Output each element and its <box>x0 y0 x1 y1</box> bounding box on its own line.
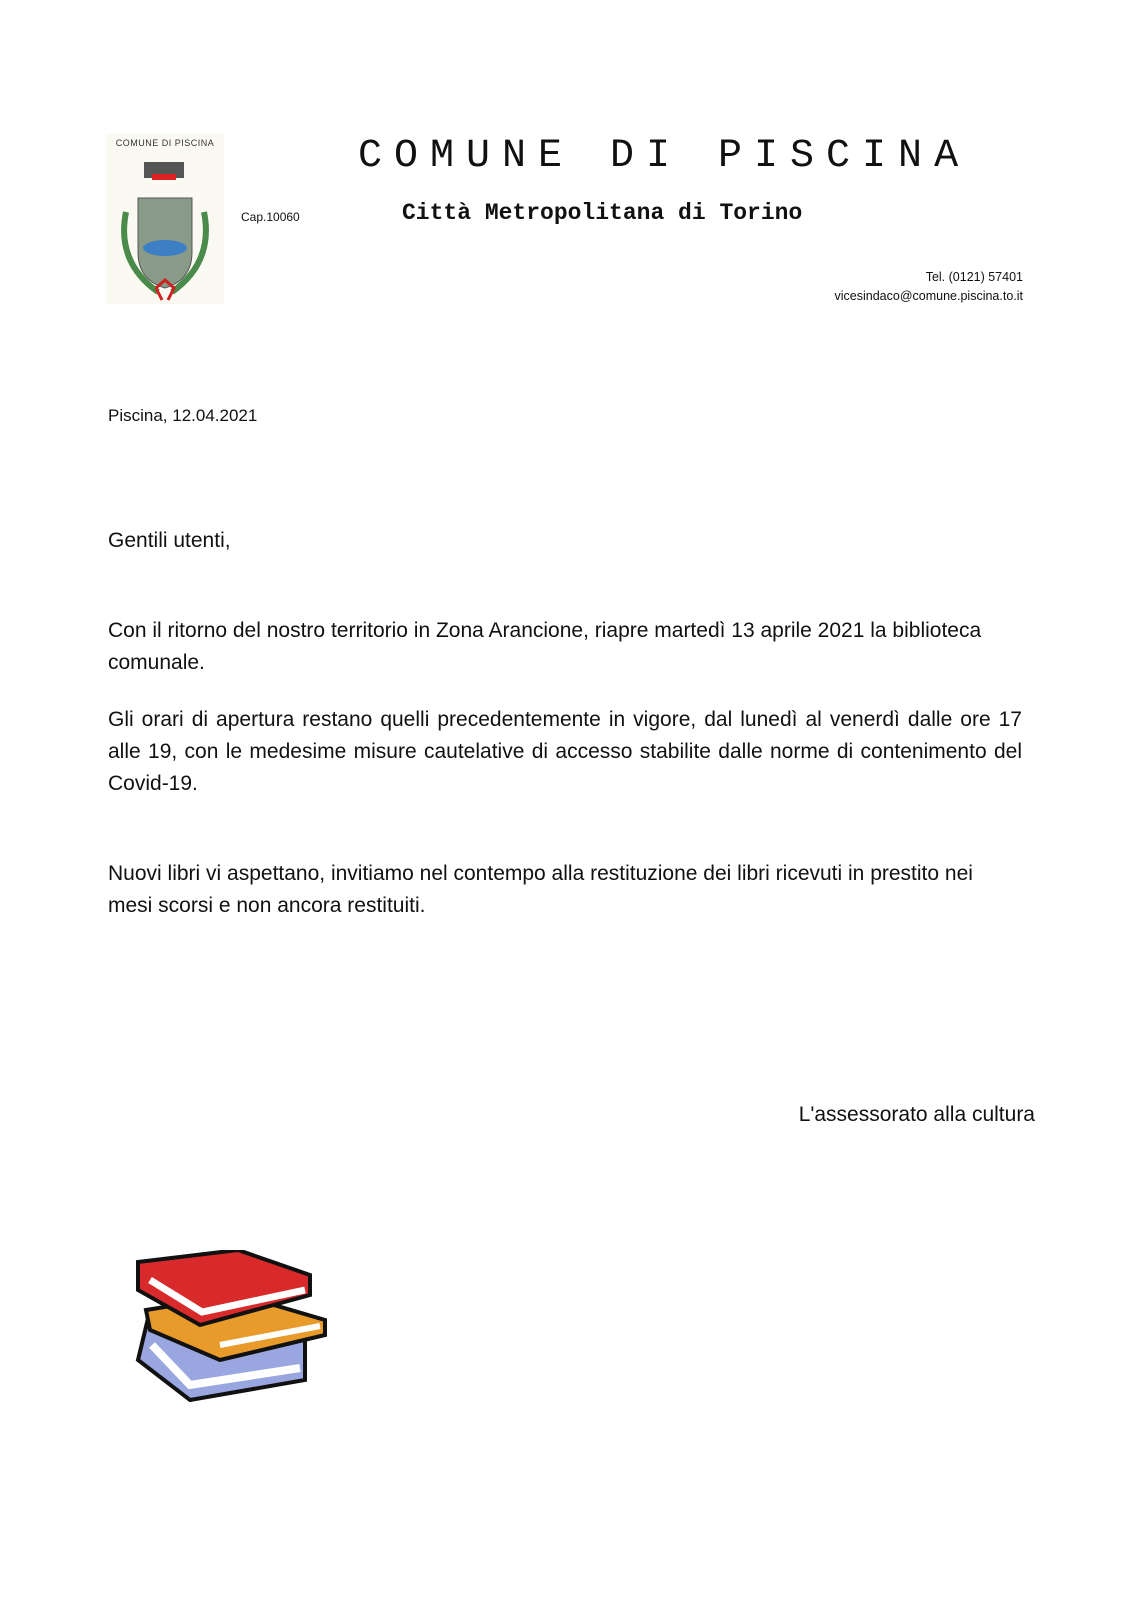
paragraph: Con il ritorno del nostro territorio in Zona Arancione, riapre martedì 13 aprile 2021 la biblioteca comunale. <box>108 619 982 674</box>
crest-label: COMUNE DI PISCINA <box>115 138 215 148</box>
paragraph: Gli orari di apertura restano quelli precedentemente in vigore, dal lunedì al venerdì dalle ore 17 alle 19, con le medesime misure cautelative di accesso stabilite dalle norme di contenimento del Covid-19. <box>108 708 1022 795</box>
letter-date: Piscina, 12.04.2021 <box>108 406 258 425</box>
signature: L'assessorato alla cultura <box>798 1103 1035 1126</box>
email-link[interactable]: vicesindaco@comune.piscina.to.it <box>834 289 1023 303</box>
paragraph: Nuovi libri vi aspettano, invitiamo nel contempo alla restituzione dei libri ricevuti in prestito nei mesi scorsi e non ancora restituiti. <box>108 862 973 917</box>
page-title: COMUNE DI PISCINA <box>358 134 971 179</box>
coat-of-arms-icon <box>106 152 224 302</box>
subtitle: Città Metropolitana di Torino <box>402 200 803 226</box>
contacts <box>835 268 1023 306</box>
municipal-crest-logo <box>106 134 224 304</box>
books-stack-icon <box>130 1250 335 1430</box>
postal-code: Cap.10060 <box>241 210 300 224</box>
greeting: Gentili utenti, <box>108 529 231 552</box>
telephone: Tel. (0121) 57401 <box>925 270 1023 284</box>
